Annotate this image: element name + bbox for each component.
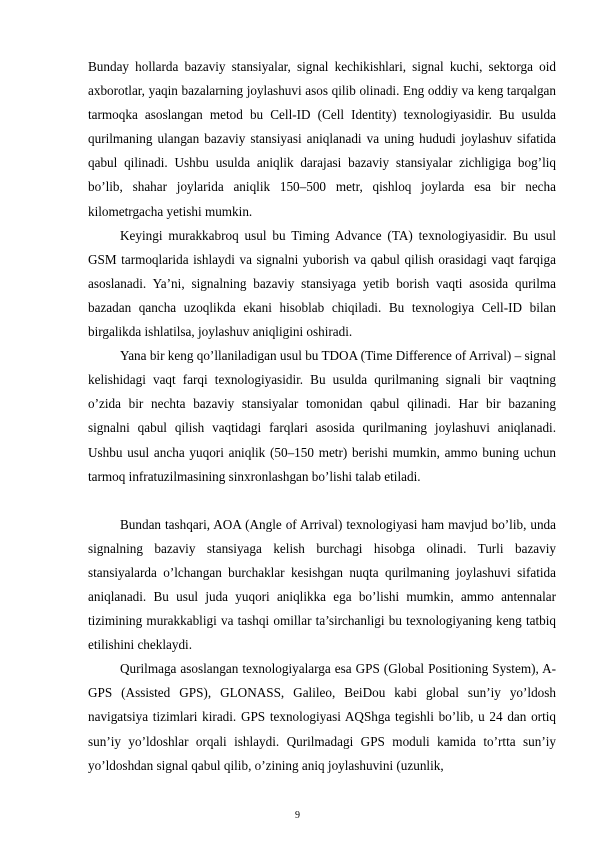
document-page [88,55,556,778]
paragraph-gps: Qurilmaga asoslangan texnologiyalarga esa GPS (Global Positioning System), A-GPS (Assisted GPS), GLONASS, Galileo, BeiDou kabi global sun’iy yo’ldosh navigatsiya tizimlari kiradi. GPS texnologiyasi AQShga tegishli bo’lib, u 24 dan ortiq sun’iy yo’ldoshlar orqali ishlaydi. Qurilmadagi GPS moduli kamida to’rtta sun’iy yo’ldoshdan signal qabul qilib, o’zining aniq joylashuvini (uzunlik, [88,661,556,773]
paragraph-timing-advance: Keyingi murakkabroq usul bu Timing Advance (TA) texnologiyasidir. Bu usul GSM tarmoqlarida ishlaydi va signalni yuborish va qabul qilish orasidagi vaqt farqiga asoslanadi. Ya’ni, signalning bazaviy stansiyaga yetib borish vaqti asosida qurilma bazadan qancha uzoqlikda ekani hisoblab chiqiladi. Bu texnologiya Cell-ID bilan birgalikda ishlatilsa, joylashuv aniqligini oshiradi. [88,227,556,340]
paragraph-cell-id: Bunday hollarda bazaviy stansiyalar, signal kechikishlari, signal kuchi, sektorga oid axborotlar, yaqin bazalarning joylashuvi asos qilib olinadi. Eng oddiy va keng tarqalgan tarmoqka asoslangan metod bu Cell-ID (Cell Identity) texnologiyasidir. Bu usulda qurilmaning ulangan bazaviy stansiyasi aniqlanadi va uning hududi joylashuv sifatida qabul qilinadi. Ushbu usulda aniqlik darajasi bazaviy stansiyalar zichligiga bog’liq bo’lib, shahar joylarida aniqlik 150–500 metr, qishloq joylarda esa bir necha kilometrgacha yetishi mumkin. [88,59,556,219]
page-number: 9 [295,810,300,821]
paragraph-tdoa: Yana bir keng qo’llaniladigan usul bu TDOA (Time Difference of Arrival) – signal kelishidagi vaqt farqi texnologiyasidir. Bu usulda qurilmaning signali bir vaqtning o’zida bir nechta bazaviy stansiyalar tomonidan qabul qilinadi. Har bir bazaning signalni qabul qilish vaqtidagi farqlari asosida qurilmaning joylashuvi aniqlanadi. Ushbu usul ancha yuqori aniqlik (50–150 metr) berishi mumkin, ammo buning uchun tarmoq infratuzilmasining sinxronlashgan bo’lishi talab etiladi. [88,348,556,484]
paragraph-aoa: Bundan tashqari, AOA (Angle of Arrival) texnologiyasi ham mavjud bo’lib, unda signalning bazaviy stansiyaga kelish burchagi hisobga olinadi. Turli bazaviy stansiyalarda o’lchangan burchaklar kesishgan nuqta qurilmaning joylashuvi sifatida aniqlanadi. Bu usul juda yuqori aniqlikka ega bo’lishi mumkin, ammo antennalar tizimining murakkabligi va tashqi omillar ta’sirchanligi bu texnologiyaning keng tatbiq etilishini cheklaydi. [88,516,556,653]
